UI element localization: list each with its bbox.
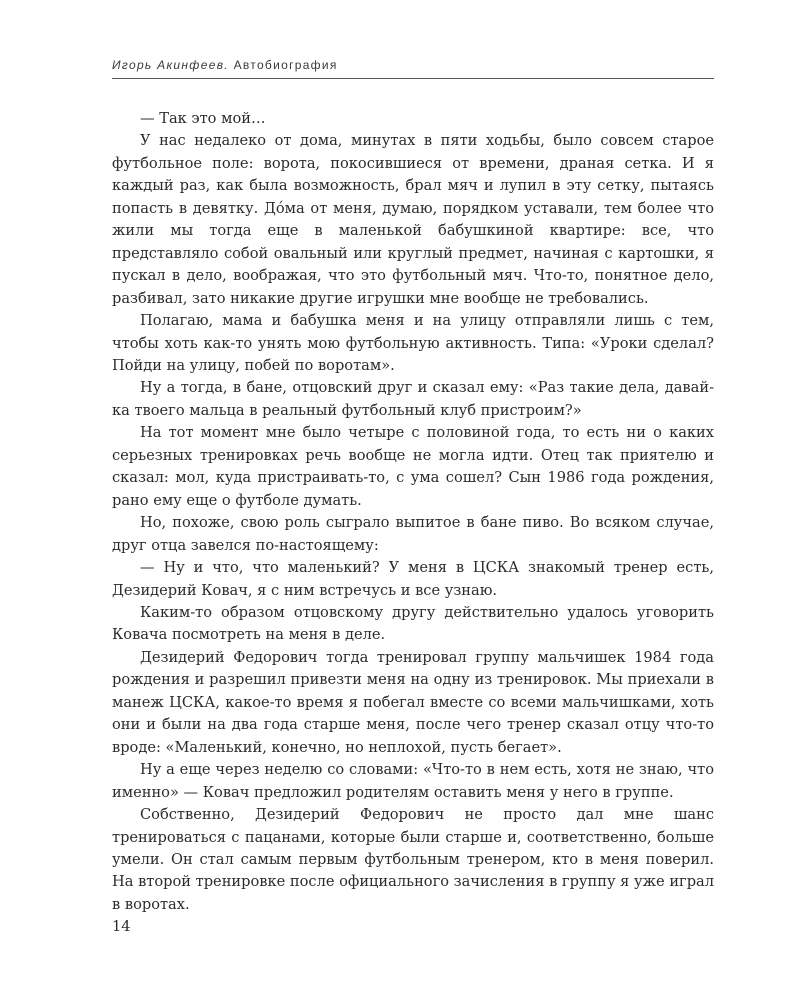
paragraph: У нас недалеко от дома, минутах в пяти ходьбы, было совсем старое футбольное поле: ворота, покосившиеся от времени, драная сетка. И я каждый раз, как была возможность, брал мяч и лупил в эту сетку, пытаясь попасть в девятку. Дóма от меня, думаю, порядком уставали, тем более что жили мы тогда еще в маленькой бабушкиной квартире: все, что представляло собой овальный или круглый предмет, начиная с картошки, я пускал в дело, воображая, что это футбольный мяч. Что-то, понятное дело, разбивал, зато никакие другие игрушки мне вообще не требовались. xyxy=(112,132,714,307)
page-number: 14 xyxy=(112,918,131,935)
paragraph: Ну а еще через неделю со словами: «Что-то в нем есть, хотя не знаю, что именно» — Ковач предложил родителям оставить меня у него в группе. xyxy=(112,761,714,801)
paragraph: Ну а тогда, в бане, отцовский друг и сказал ему: «Раз такие дела, давай-ка твоего мальца в реальный футбольный клуб пристроим?» xyxy=(112,379,714,419)
body-text xyxy=(112,108,714,916)
paragraph: — Так это мой… xyxy=(140,110,266,127)
paragraph: Полагаю, мама и бабушка меня и на улицу отправляли лишь с тем, чтобы хоть как-то унять мою футбольную активность. Типа: «Уроки сделал? Пойди на улицу, побей по воротам». xyxy=(112,312,714,374)
paragraph: Каким-то образом отцовскому другу действительно удалось уговорить Ковача посмотреть на меня в деле. xyxy=(112,603,714,644)
paragraph: Но, похоже, свою роль сыграло выпитое в бане пиво. Во всяком случае, друг отца завелся по-настоящему: xyxy=(112,514,714,554)
header-rule xyxy=(112,78,714,79)
paragraph: — Ну и что, что маленький? У меня в ЦСКА знакомый тренер есть, Дезидерий Ковач, я с ним встречусь и все узнаю. xyxy=(112,559,714,599)
running-head-title: Автобиография xyxy=(233,58,338,72)
running-head xyxy=(112,58,338,72)
paragraph: Собственно, Дезидерий Федорович не просто дал мне шанс тренироваться с пацанами, которые были старше и, соответственно, больше умели. Он стал самым первым футбольным тренером, кто в меня поверил. На второй тренировке после официального зачисления в группу я уже играл в воротах. xyxy=(112,806,715,913)
paragraph: На тот момент мне было четыре с половиной года, то есть ни о каких серьезных тренировках речь вообще не могла идти. Отец так приятелю и сказал: мол, куда пристраивать-то, с ума сошел? Сын 1986 года рождения, рано ему еще о футболе думать. xyxy=(112,424,714,509)
running-head-author: Игорь Акинфеев. xyxy=(112,58,229,72)
paragraph: Дезидерий Федорович тогда тренировал группу мальчишек 1984 года рождения и разрешил привезти меня на одну из тренировок. Мы приехали в манеж ЦСКА, какое-то время я побегал вместе со всеми мальчишками, хоть они и были на два года старше меня, после чего тренер сказал отцу что-то вроде: «Маленький, конечно, но неплохой, пусть бегает». xyxy=(112,648,714,756)
